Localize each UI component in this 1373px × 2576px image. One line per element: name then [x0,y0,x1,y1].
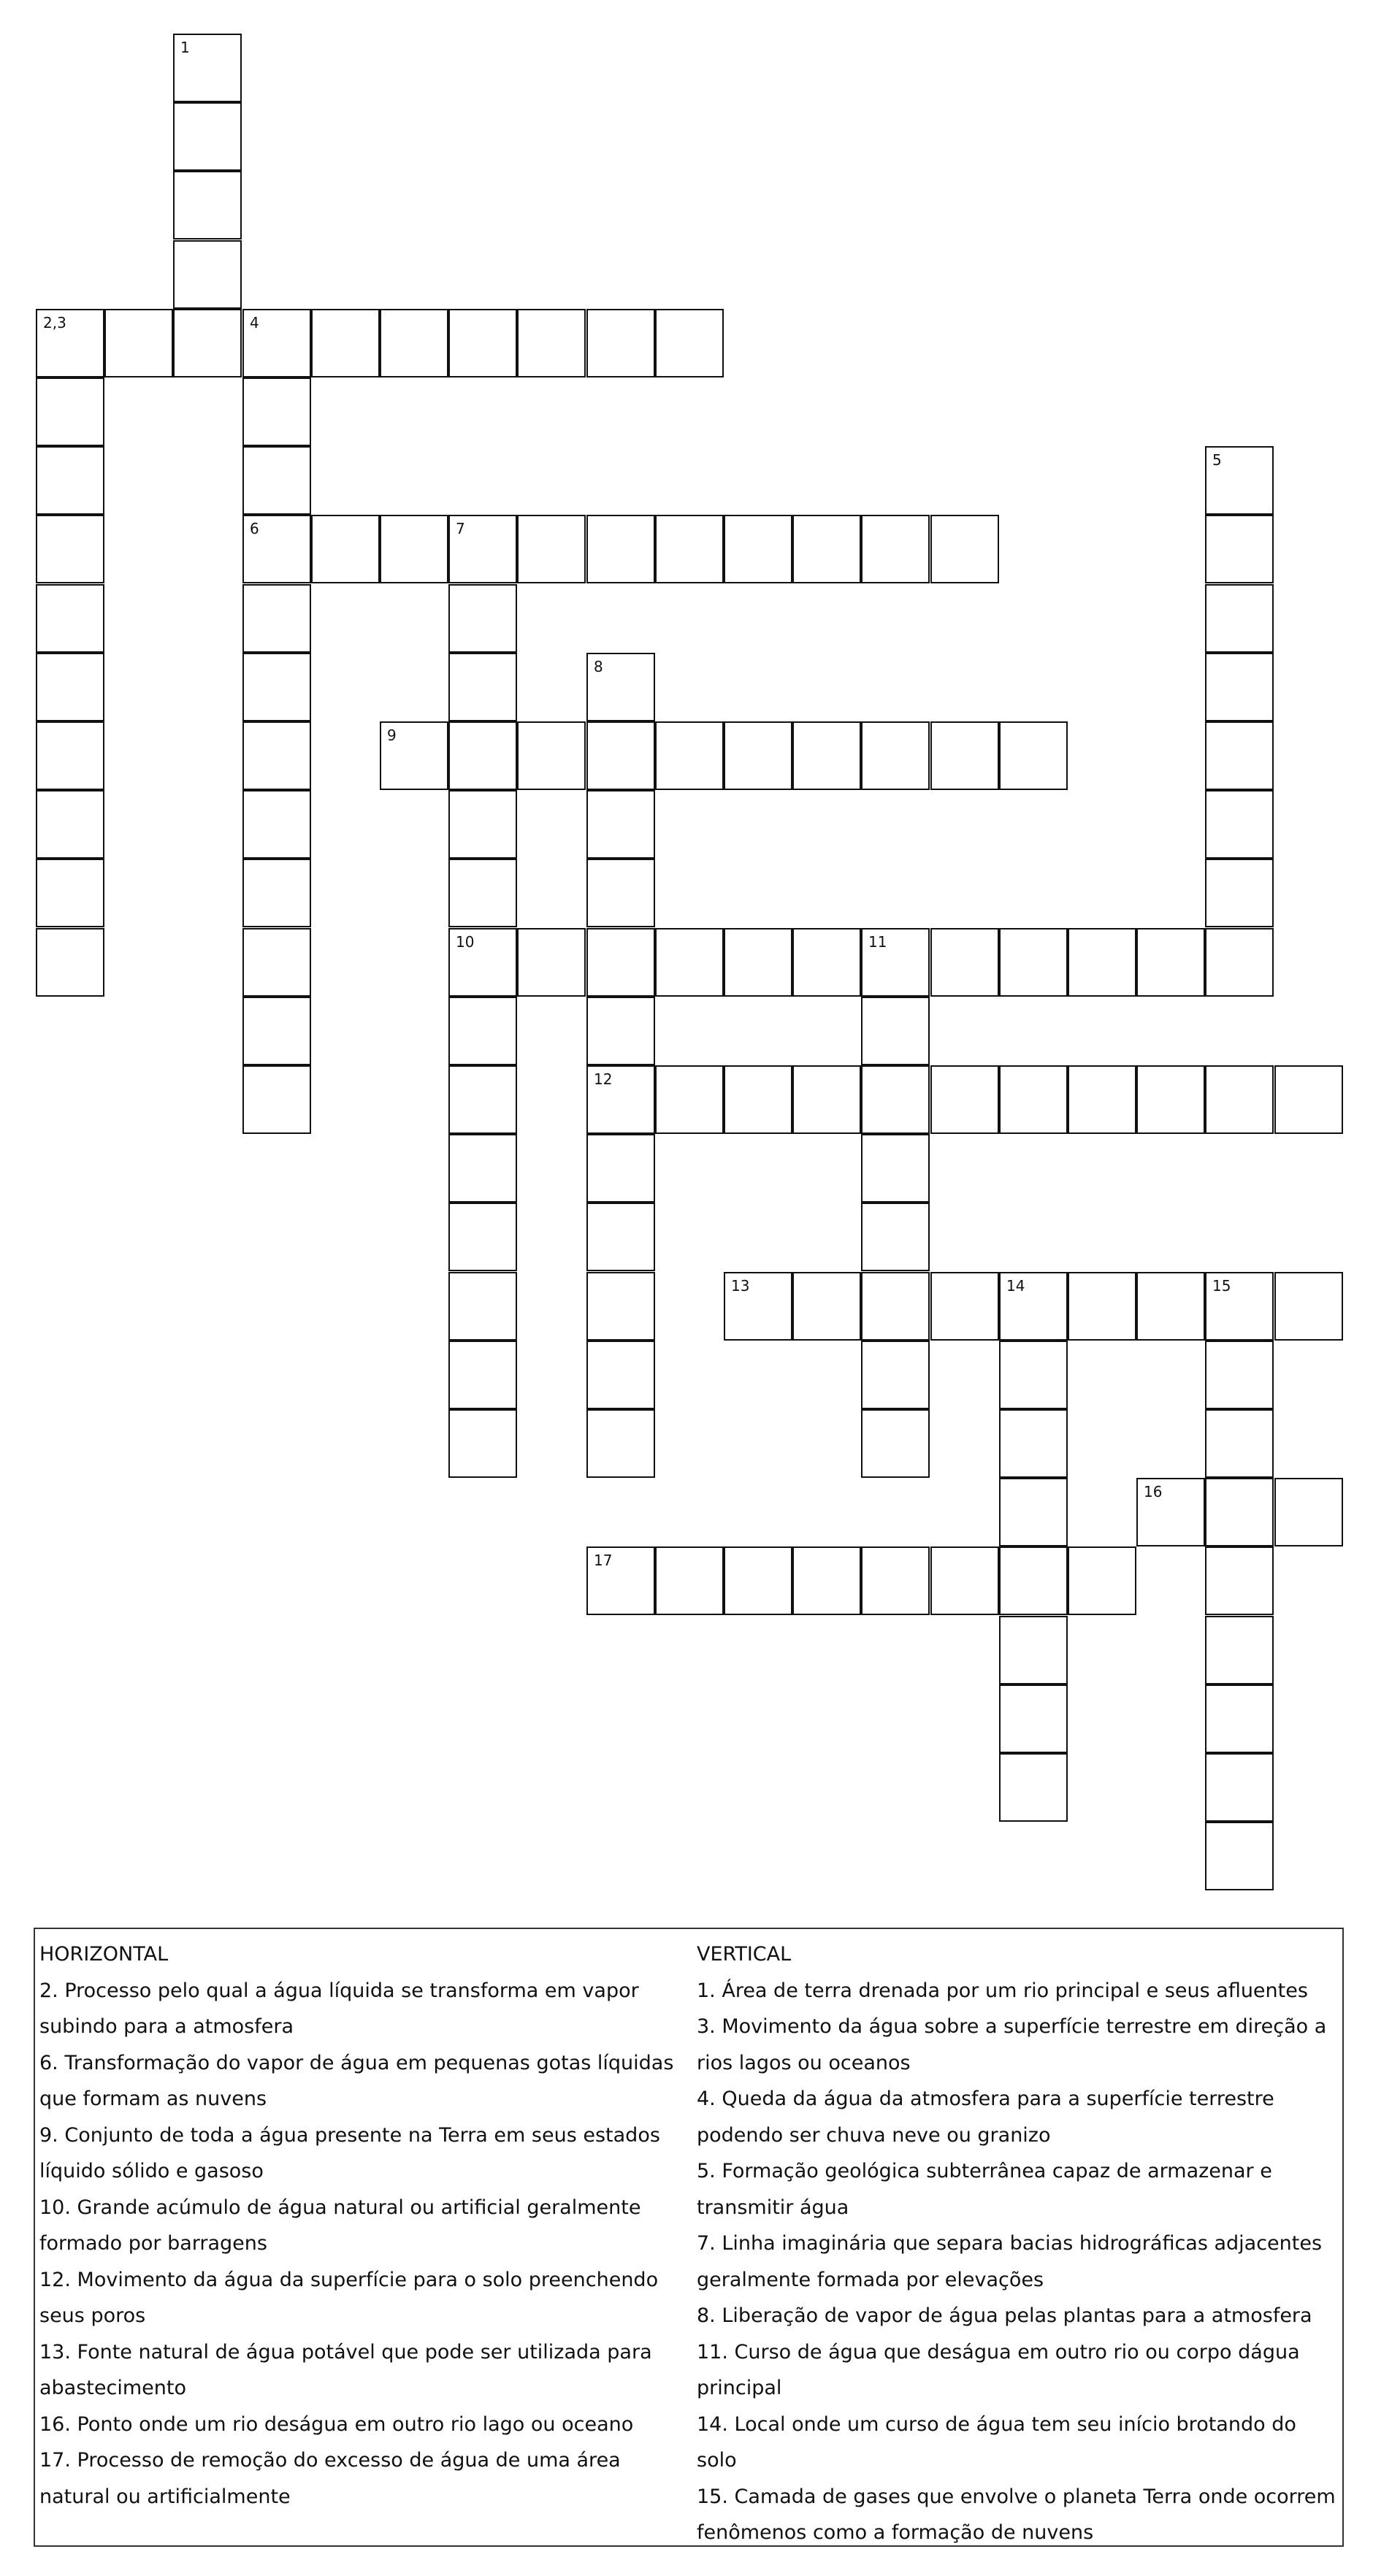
horizontal-clue-line: líquido sólido e gasoso [39,2160,264,2182]
crossword-cell[interactable] [586,1341,655,1409]
crossword-cell[interactable] [724,928,792,997]
horizontal-clue-line: formado por barragens [39,2232,267,2255]
crossword-cell[interactable] [792,928,861,997]
crossword-cell[interactable] [930,1065,999,1134]
crossword-cell[interactable] [792,1065,861,1134]
crossword-cell[interactable] [1205,1272,1274,1341]
crossword-cell[interactable] [36,584,104,653]
crossword-cell[interactable] [1136,1065,1205,1134]
crossword-cell[interactable] [586,928,655,997]
crossword-cell[interactable] [861,515,930,583]
crossword-cell[interactable] [999,1546,1068,1615]
horizontal-clue-line: subindo para a atmosfera [39,2015,294,2038]
crossword-cell[interactable] [1205,1684,1274,1753]
crossword-cell[interactable] [586,997,655,1065]
vertical-clue-line: 5. Formação geológica subterrânea capaz de armazenar e [697,2160,1272,2182]
horizontal-clue-line: 6. Transformação do vapor de água em pequenas gotas líquidas [39,2051,674,2074]
crossword-cell[interactable] [999,1616,1068,1684]
crossword-cell[interactable] [999,1684,1068,1753]
crossword-cell[interactable] [861,1134,930,1203]
crossword-cell[interactable] [792,721,861,790]
horizontal-clues [39,1936,682,2515]
crossword-cell[interactable] [655,515,724,583]
crossword-cell[interactable] [1205,859,1274,927]
crossword-cell[interactable] [242,515,311,583]
crossword-cell[interactable] [448,1065,517,1134]
crossword-cell[interactable] [930,1546,999,1615]
crossword-cell[interactable] [861,1272,930,1341]
crossword-cell[interactable] [1274,1478,1343,1546]
crossword-cell[interactable] [861,1546,930,1615]
crossword-cell[interactable] [517,928,586,997]
crossword-cell[interactable] [724,515,792,583]
crossword-cell[interactable] [448,721,517,790]
horizontal-clue-line: 10. Grande acúmulo de água natural ou artificial geralmente [39,2196,641,2219]
crossword-cell[interactable] [242,928,311,997]
clue-number: 4 [250,314,259,331]
crossword-cell[interactable] [999,1272,1068,1341]
crossword-cell[interactable] [1205,1822,1274,1890]
crossword-cell[interactable] [1068,928,1136,997]
crossword-cell[interactable] [242,377,311,446]
crossword-cell[interactable] [36,928,104,997]
clues-panel [34,1928,1344,2547]
clue-number: 7 [456,520,465,537]
crossword-cell[interactable] [1205,1478,1274,1546]
crossword-cell[interactable] [242,1065,311,1134]
crossword-cell[interactable] [36,515,104,583]
crossword-cell[interactable] [242,790,311,859]
horizontal-heading: HORIZONTAL [39,1943,169,1966]
crossword-cell[interactable] [448,653,517,721]
horizontal-clue-line: 9. Conjunto de toda a água presente na Terra em seus estados [39,2123,660,2147]
crossword-cell[interactable] [1205,1753,1274,1822]
crossword-cell[interactable] [311,309,380,377]
clue-number: 17 [594,1552,613,1569]
vertical-heading: VERTICAL [697,1943,792,1966]
crossword-cell[interactable] [999,1065,1068,1134]
horizontal-clue-line: seus poros [39,2304,146,2327]
crossword-cell[interactable] [380,515,448,583]
crossword-cell[interactable] [930,1272,999,1341]
clue-number: 15 [1212,1277,1231,1295]
crossword-cell[interactable] [1205,1546,1274,1615]
crossword-cell[interactable] [36,790,104,859]
vertical-clue-line: geralmente formada por elevações [697,2268,1044,2291]
clue-number: 5 [1212,451,1222,469]
crossword-cell[interactable] [999,1478,1068,1546]
crossword-cell[interactable] [1136,928,1205,997]
crossword-cell[interactable] [861,928,930,997]
crossword-cell[interactable] [242,859,311,927]
crossword-cell[interactable] [448,1272,517,1341]
crossword-cell[interactable] [1205,515,1274,583]
crossword-cell[interactable] [930,721,999,790]
crossword-cell[interactable] [1274,1065,1343,1134]
crossword-cell[interactable] [1205,1341,1274,1409]
vertical-clue-line: 4. Queda da água da atmosfera para a superfície terrestre [697,2088,1274,2110]
crossword-cell[interactable] [1205,1616,1274,1684]
crossword-cell[interactable] [36,653,104,721]
crossword-cell[interactable] [586,1409,655,1478]
horizontal-clue-line: 12. Movimento da água da superfície para o solo preenchendo [39,2268,659,2291]
crossword-cell[interactable] [1205,1409,1274,1478]
crossword-cell[interactable] [792,1272,861,1341]
vertical-clue-line: 14. Local onde um curso de água tem seu início brotando do solo [697,2412,1296,2472]
vertical-clue-line: 8. Liberação de vapor de água pelas plantas para a atmosfera [697,2304,1312,2327]
crossword-cell[interactable] [242,721,311,790]
clue-number: 8 [594,658,603,675]
crossword-cell[interactable] [655,928,724,997]
crossword-cell[interactable] [1205,928,1274,997]
vertical-clue-line: 11. Curso de água que deságua em outro rio ou corpo dágua [697,2340,1300,2364]
crossword-cell[interactable] [1205,790,1274,859]
crossword-cell[interactable] [448,584,517,653]
crossword-cell[interactable] [999,928,1068,997]
horizontal-clue-line: natural ou artificialmente [39,2485,291,2508]
horizontal-clue-list [39,1973,682,2515]
crossword-cell[interactable] [242,653,311,721]
horizontal-clue-line: 13. Fonte natural de água potável que pode ser utilizada para [39,2340,652,2364]
crossword-cell[interactable] [586,790,655,859]
crossword-cell[interactable] [448,1203,517,1271]
crossword-cell[interactable] [724,1065,792,1134]
vertical-clue-line: transmitir água [697,2196,849,2219]
crossword-cell[interactable] [1205,721,1274,790]
crossword-cell[interactable] [1205,1065,1274,1134]
crossword-cell[interactable] [586,1546,655,1615]
crossword-cell[interactable] [36,446,104,515]
crossword-cell[interactable] [517,309,586,377]
crossword-cell[interactable] [999,721,1068,790]
crossword-cell[interactable] [586,1065,655,1134]
crossword-cell[interactable] [586,653,655,721]
crossword-cell[interactable] [448,1341,517,1409]
crossword-cell[interactable] [36,309,104,377]
horizontal-clue-line: 2. Processo pelo qual a água líquida se transforma em vapor [39,1979,639,2002]
crossword-cell[interactable] [655,309,724,377]
crossword-cell[interactable] [586,515,655,583]
crossword-cell[interactable] [1136,1478,1205,1546]
crossword-cell[interactable] [999,1341,1068,1409]
crossword-cell[interactable] [861,721,930,790]
crossword-cell[interactable] [448,928,517,997]
crossword-cell[interactable] [861,1409,930,1478]
crossword-cell[interactable] [173,171,242,239]
horizontal-clue-line: 17. Processo de remoção do excesso de água de uma área [39,2449,621,2472]
clue-number: 10 [456,933,475,951]
crossword-cell[interactable] [586,309,655,377]
crossword-cell[interactable] [173,240,242,309]
crossword-cell[interactable] [448,790,517,859]
crossword-cell[interactable] [724,1546,792,1615]
crossword-cell[interactable] [36,721,104,790]
clue-number: 11 [868,933,887,951]
vertical-clue-line: podendo ser chuva neve ou granizo [697,2123,1051,2147]
crossword-cell[interactable] [861,1065,930,1134]
vertical-clue-list [697,1973,1339,2551]
crossword-cell[interactable] [448,1134,517,1203]
crossword-cell[interactable] [861,997,930,1065]
crossword-cell[interactable] [173,102,242,171]
crossword-cell[interactable] [173,309,242,377]
crossword-cell[interactable] [1205,584,1274,653]
crossword-cell[interactable] [586,1272,655,1341]
crossword-cell[interactable] [930,928,999,997]
horizontal-clue-line: abastecimento [39,2377,186,2399]
crossword-cell[interactable] [586,721,655,790]
clue-number: 9 [387,727,397,744]
clue-number: 16 [1144,1483,1163,1500]
crossword-cell[interactable] [36,859,104,927]
crossword-cell[interactable] [655,721,724,790]
crossword-cell[interactable] [242,997,311,1065]
crossword-cell[interactable] [586,859,655,927]
clue-number: 2,3 [43,314,66,331]
crossword-cell[interactable] [1068,1065,1136,1134]
crossword-cell[interactable] [448,1409,517,1478]
crossword-cell[interactable] [517,721,586,790]
crossword-cell[interactable] [1068,1272,1136,1341]
crossword-cell[interactable] [380,721,448,790]
crossword-cell[interactable] [242,584,311,653]
crossword-cell[interactable] [861,1203,930,1271]
crossword-cell[interactable] [792,1546,861,1615]
crossword-cell[interactable] [930,515,999,583]
crossword-cell[interactable] [1068,1546,1136,1615]
vertical-clue-line: 3. Movimento da água sobre a superfície terrestre em direção a [697,2015,1327,2038]
crossword-cell[interactable] [792,515,861,583]
horizontal-clue-line: que formam as nuvens [39,2088,267,2110]
clue-number: 13 [731,1277,750,1295]
crossword-cell[interactable] [655,1065,724,1134]
clue-number: 6 [250,520,259,537]
crossword-cell[interactable] [724,1272,792,1341]
vertical-clue-line: 1. Área de terra drenada por um rio principal e seus afluentes [697,1979,1308,2002]
crossword-cell[interactable] [242,446,311,515]
crossword-cell[interactable] [380,309,448,377]
vertical-clue-line: 7. Linha imaginária que separa bacias hidrográficas adjacentes [697,2232,1323,2255]
crossword-cell[interactable] [999,1753,1068,1822]
crossword-cell[interactable] [586,1134,655,1203]
crossword-cell[interactable] [1205,653,1274,721]
crossword-cell[interactable] [517,515,586,583]
crossword-cell[interactable] [104,309,173,377]
crossword-cell[interactable] [999,1409,1068,1478]
crossword-cell[interactable] [1274,1272,1343,1341]
crossword-cell[interactable] [242,309,311,377]
crossword-cell[interactable] [724,721,792,790]
vertical-clue-line: fenômenos como a formação de nuvens [697,2521,1094,2544]
crossword-cell[interactable] [448,309,517,377]
crossword-cell[interactable] [861,1341,930,1409]
crossword-cell[interactable] [36,377,104,446]
vertical-clue-line: principal [697,2377,782,2399]
clue-number: 1 [180,39,190,56]
horizontal-clue-line: 16. Ponto onde um rio deságua em outro rio lago ou oceano [39,2412,634,2436]
crossword-cell[interactable] [448,997,517,1065]
clue-number: 12 [594,1070,613,1088]
crossword-cell[interactable] [1205,446,1274,515]
vertical-clues [697,1936,1339,2551]
crossword-cell[interactable] [448,859,517,927]
crossword-cell[interactable] [655,1546,724,1615]
crossword-cell[interactable] [173,34,242,102]
crossword-cell[interactable] [1136,1272,1205,1341]
vertical-clue-line: rios lagos ou oceanos [697,2051,911,2074]
crossword-cell[interactable] [586,1203,655,1271]
crossword-cell[interactable] [311,515,380,583]
crossword-cell[interactable] [448,515,517,583]
vertical-clue-line: 15. Camada de gases que envolve o planeta Terra onde ocorrem [697,2485,1336,2508]
clue-number: 14 [1006,1277,1025,1295]
